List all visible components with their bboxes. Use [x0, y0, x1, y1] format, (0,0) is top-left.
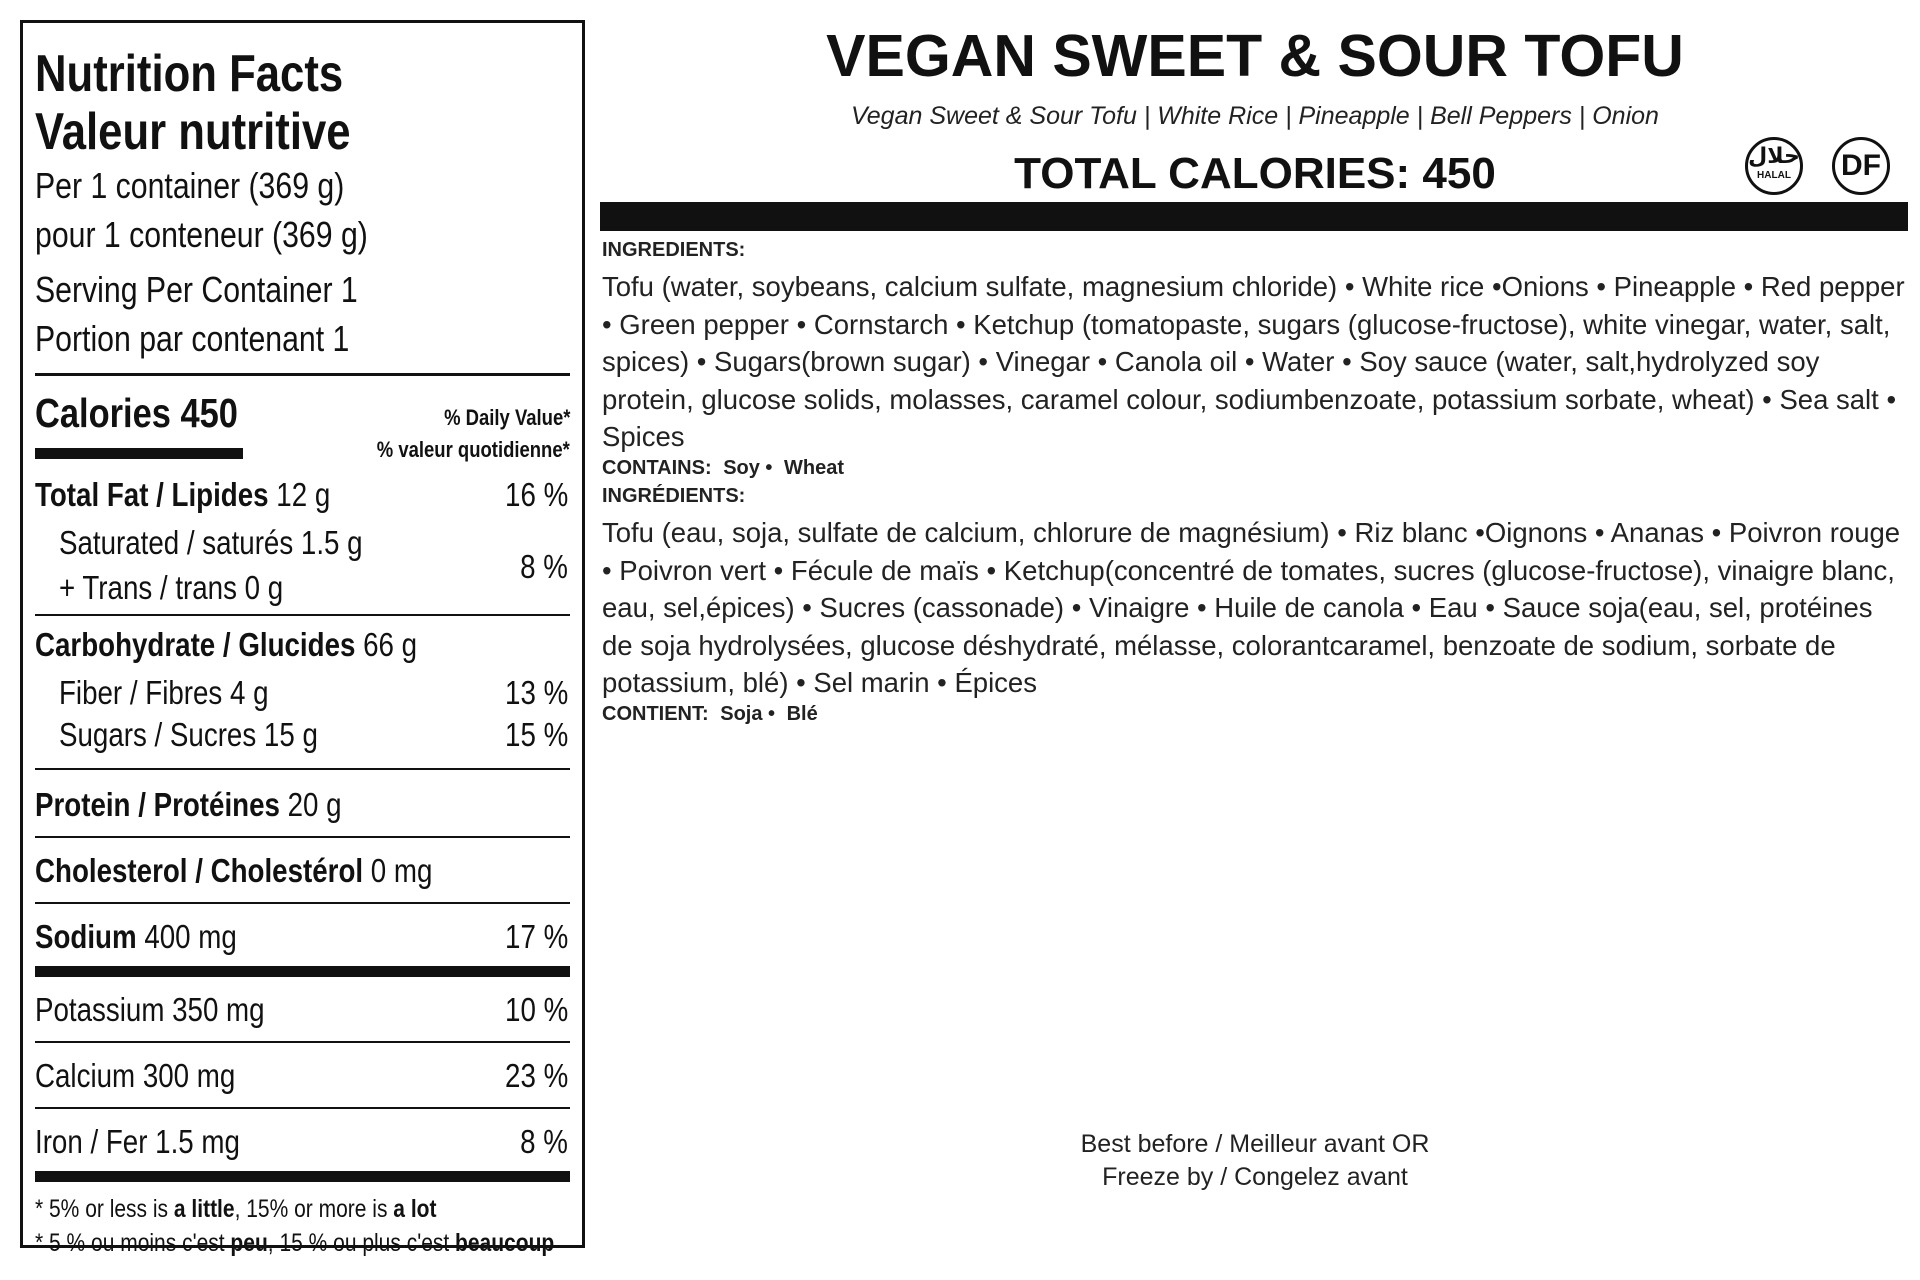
- protein-amount: 20 g: [287, 786, 342, 823]
- saturated-label: Saturated / saturés 1.5 g: [59, 524, 363, 561]
- ingredients-fr: [602, 484, 1908, 726]
- sat-trans-row: [35, 518, 570, 614]
- nutrition-title-en: Nutrition Facts: [35, 45, 344, 103]
- fat-row: [35, 470, 570, 518]
- carb-row: [35, 616, 570, 670]
- serving-size-fr: pour 1 conteneur (369 g): [35, 214, 368, 255]
- calories-bar: [35, 448, 243, 459]
- protein-row: [35, 770, 570, 836]
- calcium-row: [35, 1043, 570, 1107]
- iron-label: Iron / Fer 1.5 mg: [35, 1123, 240, 1160]
- divider-thick: [35, 966, 570, 977]
- protein-label: Protein / Protéines: [35, 786, 280, 823]
- daily-value-en: % Daily Value*: [443, 405, 570, 430]
- best-before-line: Best before / Meilleur avant OR: [1080, 1130, 1430, 1158]
- daily-value-header: [340, 402, 570, 466]
- fat-label: Total Fat / Lipides: [35, 476, 269, 513]
- best-before: [600, 1128, 1910, 1194]
- sugars-pct: 15 %: [504, 716, 568, 753]
- contains-label-en: CONTAINS:: [602, 456, 712, 479]
- dairy-free-icon: [1832, 137, 1890, 195]
- contains-label-fr: CONTIENT:: [602, 702, 709, 725]
- carb-label: Carbohydrate / Glucides: [35, 626, 356, 663]
- sugars-row: [35, 714, 570, 768]
- cholesterol-row: [35, 838, 570, 902]
- fiber-row: [35, 670, 570, 714]
- nutrition-title-fr: Valeur nutritive: [35, 103, 351, 161]
- potassium-label: Potassium 350 mg: [35, 991, 265, 1028]
- ingredients-en: [602, 238, 1908, 480]
- allergen-wheat: Wheat: [784, 456, 844, 479]
- divider: [35, 373, 570, 376]
- product-subtitle: Vegan Sweet & Sour Tofu | White Rice | Pineapple | Bell Peppers | Onion: [851, 102, 1659, 130]
- trans-label: + Trans / trans 0 g: [59, 569, 284, 606]
- fat-amount: 12 g: [276, 476, 331, 513]
- allergen-ble: Blé: [786, 702, 818, 725]
- fat-pct: 16 %: [504, 476, 568, 513]
- servings-per-container-fr: Portion par contenant 1: [35, 318, 350, 359]
- sodium-label: Sodium: [35, 918, 137, 955]
- contains-fr: [602, 702, 1908, 726]
- iron-pct: 8 %: [520, 1123, 568, 1160]
- iron-row: [35, 1109, 570, 1171]
- calories-block: [35, 382, 570, 470]
- cholesterol-label: Cholesterol / Cholestérol: [35, 852, 364, 889]
- sodium-pct: 17 %: [504, 918, 568, 955]
- ingredients-text-fr: Tofu (eau, soja, sulfate de calcium, chlorure de magnésium) • Riz blanc •Oignons • Ananas • Poivron rouge • Poivron vert • Fécule de maïs • Ketchup(concentré de tomates, sucres (glucose-fructose), vinaigre blanc, eau, sel,épices) • Sucres (cassonade) • Vinaigre • Huile de canola • Eau • Sauce soja(eau, sel, protéines de soja hydrolysées, glucose déshydraté, mélasse, colorantcaramel, benzoate de sodium, sorbate de potassium, blé) • Sel marin • Épices: [602, 517, 1901, 698]
- sodium-row: [35, 904, 570, 966]
- allergen-soy: Soy •: [723, 456, 773, 479]
- potassium-row: [35, 977, 570, 1041]
- freeze-by-line: Freeze by / Congelez avant: [1102, 1163, 1408, 1191]
- halal-arabic-text: حلال: [1748, 144, 1800, 169]
- calcium-pct: 23 %: [504, 1057, 568, 1094]
- ingredients-text-en: Tofu (water, soybeans, calcium sulfate, magnesium chloride) • White rice •Onions • Pineapple • Red pepper • Green pepper • Cornstarch • Ketchup (tomatopaste, sugars (glucose-fructose), white vinegar, water, salt, spices) • Sugars(brown sugar) • Vinegar • Canola oil • Water • Soy sauce (water, salt,hydrolyzed soy protein, glucose solids, molasses, caramel colour, sodiumbenzoate, potassium sorbate, wheat) • Sea salt • Spices: [602, 271, 1905, 452]
- carb-amount: 66 g: [363, 626, 418, 663]
- fiber-pct: 13 %: [504, 674, 568, 711]
- servings-per-container-en: Serving Per Container 1: [35, 269, 358, 310]
- sat-trans-pct: 8 %: [520, 548, 568, 585]
- allergen-soja: Soja •: [720, 702, 776, 725]
- footnote-fr: * 5 % ou moins c'est peu, 15 % ou plus c'est beaucoup: [35, 1229, 555, 1257]
- calcium-label: Calcium 300 mg: [35, 1057, 236, 1094]
- ingredients-heading-fr: INGRÉDIENTS:: [602, 485, 746, 507]
- contains-en: [602, 456, 1908, 480]
- footnote: [35, 1192, 570, 1260]
- sugars-label: Sugars / Sucres 15 g: [59, 716, 318, 753]
- total-calories: TOTAL CALORIES: 450: [1014, 149, 1496, 198]
- divider-thick: [35, 1171, 570, 1182]
- product-title: VEGAN SWEET & SOUR TOFU: [826, 23, 1684, 89]
- halal-text: HALAL: [1757, 170, 1791, 181]
- header-bar: [600, 202, 1908, 231]
- potassium-pct: 10 %: [504, 991, 568, 1028]
- halal-icon: [1745, 137, 1803, 195]
- sodium-amount: 400 mg: [144, 918, 237, 955]
- daily-value-fr: % valeur quotidienne*: [376, 437, 570, 462]
- cholesterol-amount: 0 mg: [370, 852, 433, 889]
- nutrition-facts-panel: [20, 20, 585, 1257]
- calories-label: Calories 450: [35, 390, 238, 436]
- dairy-free-text: DF: [1841, 149, 1881, 182]
- footnote-en: * 5% or less is a little, 15% or more is a lot: [35, 1195, 437, 1223]
- ingredients-heading-en: INGREDIENTS:: [602, 239, 746, 261]
- fiber-label: Fiber / Fibres 4 g: [59, 674, 269, 711]
- serving-size-en: Per 1 container (369 g): [35, 165, 345, 206]
